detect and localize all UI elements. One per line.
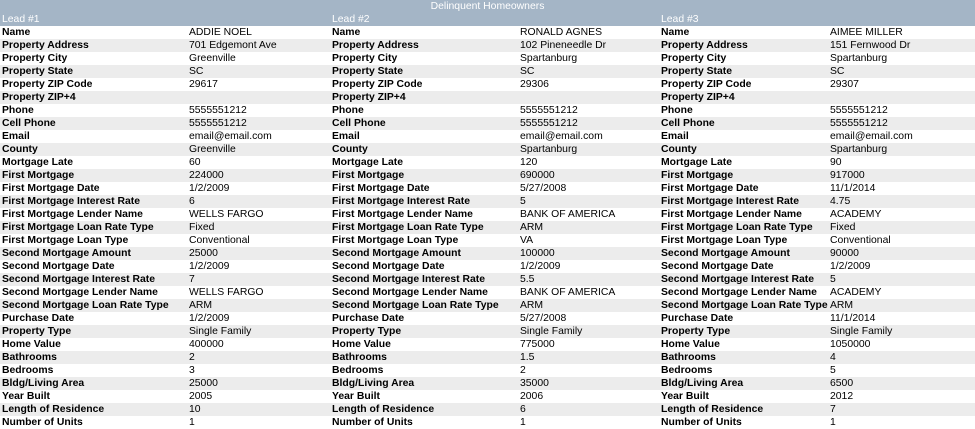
field-value-lead-3: 4 xyxy=(830,352,836,363)
field-value-lead-1: 2005 xyxy=(189,391,213,402)
field-value-lead-1: 3 xyxy=(189,365,195,376)
table-row xyxy=(0,299,975,312)
field-value-lead-1: 10 xyxy=(189,404,201,415)
field-value-lead-1: Greenville xyxy=(189,144,236,155)
field-label: Mortgage Late xyxy=(332,157,404,168)
field-label: First Mortgage Lender Name xyxy=(2,209,143,220)
field-value-lead-3: 5 xyxy=(830,274,836,285)
table-row xyxy=(0,364,975,377)
field-value-lead-1: WELLS FARGO xyxy=(189,287,264,298)
field-value-lead-2: 1 xyxy=(520,417,526,428)
lead-header-row xyxy=(0,13,975,26)
table-row xyxy=(0,312,975,325)
field-value-lead-2: ARM xyxy=(520,300,544,311)
table-row xyxy=(0,143,975,156)
field-label: Bedrooms xyxy=(332,365,384,376)
field-label: Phone xyxy=(661,105,693,116)
field-label: Purchase Date xyxy=(2,313,75,324)
field-label: Property State xyxy=(332,66,404,77)
field-value-lead-3: Fixed xyxy=(830,222,856,233)
field-value-lead-3: ACADEMY xyxy=(830,209,882,220)
field-label: First Mortgage Loan Rate Type xyxy=(661,222,813,233)
field-label: Bldg/Living Area xyxy=(661,378,744,389)
field-label: First Mortgage Date xyxy=(2,183,100,194)
table-row xyxy=(0,234,975,247)
field-label: Bedrooms xyxy=(661,365,713,376)
field-label: Property ZIP Code xyxy=(661,79,752,90)
field-value-lead-1: ADDIE NOEL xyxy=(189,27,252,38)
field-label: Cell Phone xyxy=(2,118,56,129)
field-value-lead-2: Spartanburg xyxy=(520,144,578,155)
field-label: County xyxy=(661,144,697,155)
field-label: Property ZIP+4 xyxy=(2,92,76,103)
field-value-lead-2: 5/27/2008 xyxy=(520,313,567,324)
field-label: First Mortgage xyxy=(661,170,734,181)
field-label: Property State xyxy=(661,66,733,77)
field-label: Email xyxy=(332,131,360,142)
field-value-lead-1: 5555551212 xyxy=(189,105,247,116)
field-value-lead-1: 1/2/2009 xyxy=(189,261,230,272)
field-value-lead-2: 5/27/2008 xyxy=(520,183,567,194)
field-label: Number of Units xyxy=(2,417,83,428)
field-label: Second Mortgage Date xyxy=(332,261,445,272)
field-label: Name xyxy=(332,27,361,38)
lead-2-header: Lead #2 xyxy=(332,14,370,25)
field-value-lead-3: 11/1/2014 xyxy=(830,313,876,324)
field-value-lead-1: Single Family xyxy=(189,326,252,337)
field-value-lead-3: email@email.com xyxy=(830,131,913,142)
field-label: Property ZIP Code xyxy=(2,79,93,90)
field-value-lead-3: 5 xyxy=(830,365,836,376)
field-value-lead-1: SC xyxy=(189,66,204,77)
field-label: Property City xyxy=(2,53,68,64)
field-value-lead-3 xyxy=(828,91,975,104)
field-value-lead-3: 7 xyxy=(830,404,836,415)
field-value-lead-3: SC xyxy=(830,66,845,77)
field-value-lead-2: email@email.com xyxy=(520,131,603,142)
table-row xyxy=(0,338,975,351)
field-value-lead-2: VA xyxy=(520,235,534,246)
field-label: Bldg/Living Area xyxy=(2,378,85,389)
table-row xyxy=(0,325,975,338)
table-body xyxy=(0,26,975,429)
field-value-lead-1: 224000 xyxy=(189,170,224,181)
field-value-lead-2: 35000 xyxy=(520,378,549,389)
table-row xyxy=(0,377,975,390)
field-value-lead-3: 29307 xyxy=(830,79,859,90)
field-value-lead-1: 5555551212 xyxy=(189,118,247,129)
table-row xyxy=(0,130,975,143)
table-row xyxy=(0,39,975,52)
field-label: Email xyxy=(661,131,689,142)
field-value-lead-1: Fixed xyxy=(189,222,215,233)
field-value-lead-2: BANK OF AMERICA xyxy=(520,287,616,298)
field-label: First Mortgage Loan Type xyxy=(2,235,129,246)
field-value-lead-3: 5555551212 xyxy=(830,118,888,129)
field-label: Bathrooms xyxy=(332,352,387,363)
field-label: Name xyxy=(661,27,690,38)
field-value-lead-3: 1 xyxy=(830,417,836,428)
field-label: Cell Phone xyxy=(332,118,386,129)
field-value-lead-2: 102 Pineneedle Dr xyxy=(520,40,607,51)
field-value-lead-3: ARM xyxy=(830,300,854,311)
field-value-lead-3: 1/2/2009 xyxy=(830,261,871,272)
field-label: First Mortgage xyxy=(2,170,75,181)
field-label: Property Address xyxy=(661,40,748,51)
field-label: Length of Residence xyxy=(332,404,435,415)
sheet-title: Delinquent Homeowners xyxy=(0,0,975,13)
field-value-lead-2: 100000 xyxy=(520,248,555,259)
table-row xyxy=(0,156,975,169)
field-value-lead-2: 5555551212 xyxy=(520,118,578,129)
field-label: Property ZIP Code xyxy=(332,79,423,90)
field-value-lead-1: 1/2/2009 xyxy=(189,313,230,324)
field-value-lead-3: 4.75 xyxy=(830,196,851,207)
field-label: Bldg/Living Area xyxy=(332,378,415,389)
field-value-lead-3: 6500 xyxy=(830,378,854,389)
field-label: Second Mortgage Lender Name xyxy=(332,287,488,298)
field-value-lead-3: 11/1/2014 xyxy=(830,183,876,194)
table-row xyxy=(0,182,975,195)
field-value-lead-1: 29617 xyxy=(189,79,218,90)
field-label: Second Mortgage Amount xyxy=(661,248,790,259)
field-label: Second Mortgage Interest Rate xyxy=(661,274,815,285)
field-label: Second Mortgage Date xyxy=(661,261,774,272)
lead-3-header: Lead #3 xyxy=(661,14,699,25)
field-value-lead-3: AIMEE MILLER xyxy=(830,27,903,38)
field-label: Second Mortgage Loan Rate Type xyxy=(332,300,499,311)
field-label: First Mortgage Interest Rate xyxy=(661,196,799,207)
field-label: Phone xyxy=(2,105,34,116)
field-value-lead-3: 90000 xyxy=(830,248,859,259)
field-value-lead-1 xyxy=(187,91,330,104)
field-value-lead-1: ARM xyxy=(189,300,213,311)
field-label: Year Built xyxy=(2,391,50,402)
field-label: Second Mortgage Loan Rate Type xyxy=(2,300,169,311)
field-label: First Mortgage Date xyxy=(661,183,759,194)
field-label: Property Address xyxy=(2,40,89,51)
table-row xyxy=(0,247,975,260)
field-label: First Mortgage Loan Rate Type xyxy=(332,222,484,233)
field-label: Bedrooms xyxy=(2,365,54,376)
field-value-lead-2: Single Family xyxy=(520,326,583,337)
field-label: Cell Phone xyxy=(661,118,715,129)
field-label: Length of Residence xyxy=(2,404,105,415)
table-row xyxy=(0,195,975,208)
field-value-lead-2: 120 xyxy=(520,157,538,168)
table-row xyxy=(0,26,975,39)
table-row xyxy=(0,351,975,364)
field-value-lead-3: 151 Fernwood Dr xyxy=(830,40,911,51)
field-label: Second Mortgage Interest Rate xyxy=(2,274,156,285)
field-label: Property ZIP+4 xyxy=(332,92,406,103)
field-value-lead-3: 5555551212 xyxy=(830,105,888,116)
field-label: Second Mortgage Amount xyxy=(2,248,131,259)
field-label: Number of Units xyxy=(332,417,413,428)
field-label: Number of Units xyxy=(661,417,742,428)
field-value-lead-1: Greenville xyxy=(189,53,236,64)
table-row xyxy=(0,416,975,429)
table-row xyxy=(0,390,975,403)
field-value-lead-2: 29306 xyxy=(520,79,549,90)
field-label: Property ZIP+4 xyxy=(661,92,735,103)
field-value-lead-2: 2 xyxy=(520,365,526,376)
field-label: Second Mortgage Date xyxy=(2,261,115,272)
field-label: First Mortgage Interest Rate xyxy=(332,196,470,207)
field-label: Property City xyxy=(661,53,727,64)
field-value-lead-2: ARM xyxy=(520,222,544,233)
table-row xyxy=(0,78,975,91)
field-value-lead-2: BANK OF AMERICA xyxy=(520,209,616,220)
field-label: Phone xyxy=(332,105,364,116)
field-label: Year Built xyxy=(332,391,380,402)
field-value-lead-1: Conventional xyxy=(189,235,250,246)
field-value-lead-1: 60 xyxy=(189,157,201,168)
table-row xyxy=(0,208,975,221)
field-value-lead-2: 775000 xyxy=(520,339,555,350)
field-label: Property Type xyxy=(661,326,731,337)
field-value-lead-2: 5 xyxy=(520,196,526,207)
table-row xyxy=(0,286,975,299)
field-label: Mortgage Late xyxy=(661,157,733,168)
field-label: Second Mortgage Amount xyxy=(332,248,461,259)
field-value-lead-2: 690000 xyxy=(520,170,555,181)
field-label: Property Type xyxy=(2,326,72,337)
field-value-lead-3: ACADEMY xyxy=(830,287,882,298)
field-label: County xyxy=(332,144,368,155)
field-value-lead-3: 917000 xyxy=(830,170,865,181)
field-value-lead-1: 701 Edgemont Ave xyxy=(189,40,277,51)
field-value-lead-1: 400000 xyxy=(189,339,224,350)
field-value-lead-1: WELLS FARGO xyxy=(189,209,264,220)
field-label: Home Value xyxy=(2,339,61,350)
field-label: Property Address xyxy=(332,40,419,51)
table-row xyxy=(0,169,975,182)
field-label: Property City xyxy=(332,53,398,64)
field-label: First Mortgage Loan Rate Type xyxy=(2,222,154,233)
field-label: Property Type xyxy=(332,326,402,337)
field-value-lead-1: 1/2/2009 xyxy=(189,183,230,194)
field-label: Bathrooms xyxy=(661,352,716,363)
field-label: First Mortgage Interest Rate xyxy=(2,196,140,207)
field-label: Property State xyxy=(2,66,74,77)
field-label: County xyxy=(2,144,38,155)
field-value-lead-2: 5555551212 xyxy=(520,105,578,116)
field-label: Year Built xyxy=(661,391,709,402)
field-value-lead-3: 90 xyxy=(830,157,842,168)
field-label: Email xyxy=(2,131,30,142)
table-row xyxy=(0,260,975,273)
field-label: First Mortgage xyxy=(332,170,405,181)
field-value-lead-1: 25000 xyxy=(189,378,218,389)
field-label: Second Mortgage Lender Name xyxy=(2,287,158,298)
field-value-lead-1: 6 xyxy=(189,196,195,207)
field-value-lead-2: 1/2/2009 xyxy=(520,261,561,272)
field-value-lead-2: 5.5 xyxy=(520,274,535,285)
table-row xyxy=(0,117,975,130)
field-value-lead-3: 1050000 xyxy=(830,339,871,350)
field-value-lead-1: 2 xyxy=(189,352,195,363)
field-value-lead-3: Spartanburg xyxy=(830,144,888,155)
field-label: First Mortgage Loan Type xyxy=(661,235,788,246)
field-label: First Mortgage Lender Name xyxy=(332,209,473,220)
table-row xyxy=(0,403,975,416)
field-value-lead-1: 7 xyxy=(189,274,195,285)
field-label: Name xyxy=(2,27,31,38)
field-label: Home Value xyxy=(332,339,391,350)
field-label: Mortgage Late xyxy=(2,157,74,168)
table-row xyxy=(0,65,975,78)
field-label: First Mortgage Date xyxy=(332,183,430,194)
field-value-lead-3: Single Family xyxy=(830,326,893,337)
field-label: Second Mortgage Loan Rate Type xyxy=(661,300,828,311)
lead-1-header: Lead #1 xyxy=(2,14,40,25)
field-value-lead-1: 1 xyxy=(189,417,195,428)
field-value-lead-2 xyxy=(518,91,659,104)
field-label: Purchase Date xyxy=(332,313,405,324)
field-value-lead-2: 1.5 xyxy=(520,352,535,363)
table-row xyxy=(0,91,975,104)
field-value-lead-2: 2006 xyxy=(520,391,544,402)
table-row xyxy=(0,104,975,117)
field-value-lead-2: Spartanburg xyxy=(520,53,578,64)
field-label: First Mortgage Loan Type xyxy=(332,235,459,246)
field-label: First Mortgage Lender Name xyxy=(661,209,802,220)
field-value-lead-3: Spartanburg xyxy=(830,53,888,64)
table-row xyxy=(0,52,975,65)
table-row xyxy=(0,273,975,286)
field-value-lead-3: Conventional xyxy=(830,235,891,246)
field-label: Second Mortgage Lender Name xyxy=(661,287,817,298)
field-value-lead-2: SC xyxy=(520,66,535,77)
field-value-lead-3: 2012 xyxy=(830,391,854,402)
field-label: Purchase Date xyxy=(661,313,734,324)
field-label: Home Value xyxy=(661,339,720,350)
field-value-lead-1: email@email.com xyxy=(189,131,272,142)
field-label: Length of Residence xyxy=(661,404,764,415)
field-value-lead-1: 25000 xyxy=(189,248,218,259)
field-value-lead-2: 6 xyxy=(520,404,526,415)
table-row xyxy=(0,221,975,234)
field-label: Bathrooms xyxy=(2,352,57,363)
field-label: Second Mortgage Interest Rate xyxy=(332,274,486,285)
field-value-lead-2: RONALD AGNES xyxy=(520,27,602,38)
